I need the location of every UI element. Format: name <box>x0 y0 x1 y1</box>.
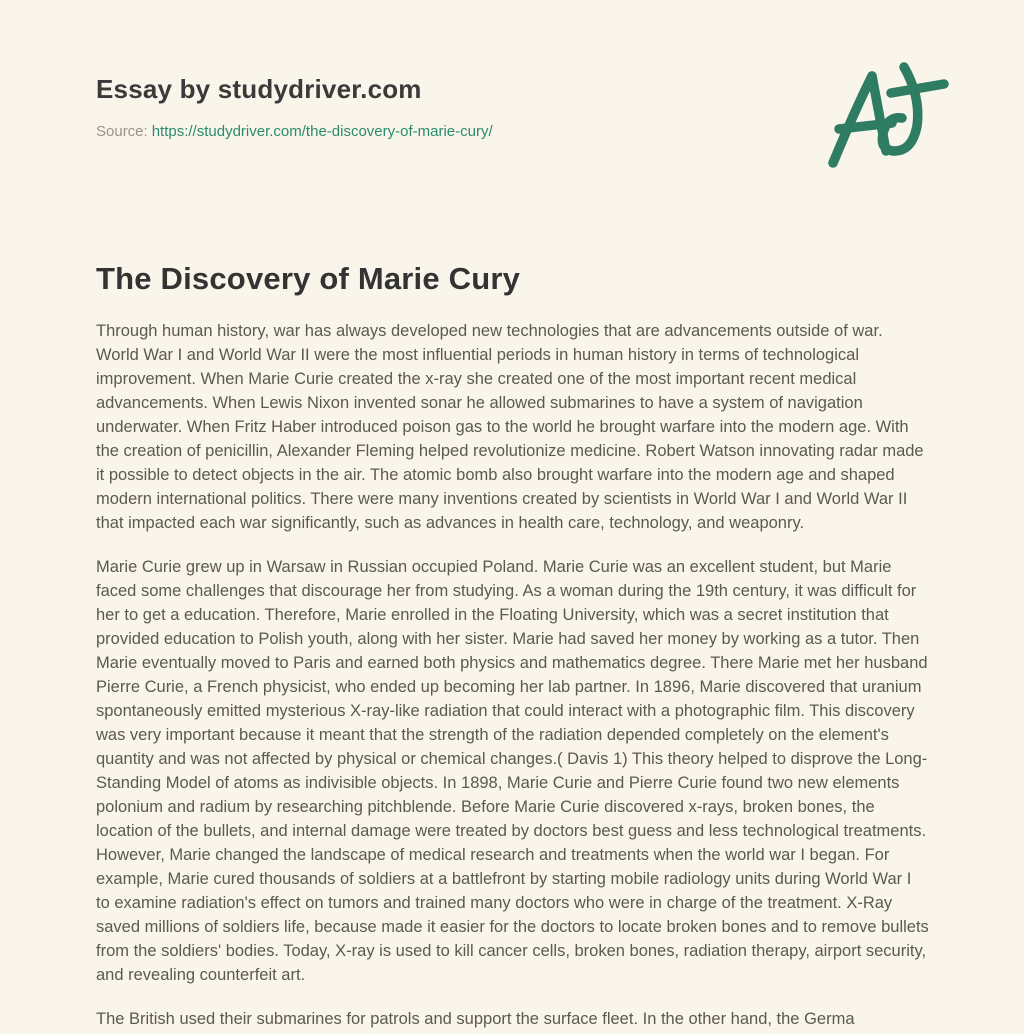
article-title: The Discovery of Marie Cury <box>96 261 521 296</box>
article-paragraph: Marie Curie grew up in Warsaw in Russian occupied Poland. Marie Curie was an excellent student, but Marie faced some challenges that discourage her from studying. As a woman during the 19th century, it was difficult for her to get a education. Therefore, Marie enrolled in the Floating University, which was a secret institution that provided education to Polish youth, along with her sister. Marie had saved her money by working as a tutor. Then Marie eventually moved to Paris and earned both physics and mathematics degree. There Marie met her husband Pierre Curie, a French physicist, who ended up becoming her lab partner. In 1896, Marie discovered that uranium spontaneously emitted mysterious X-ray-like radiation that could interact with a photographic film. This discovery was very important because it meant that the strength of the radiation depended completely on the element's quantity and was not affected by physical or chemical changes.( Davis 1) This theory helped to disprove the Long-Standing Model of atoms as indivisible objects. In 1898, Marie Curie and Pierre Curie found two new elements polonium and radium by researching pitchblende. Before Marie Curie discovered x-rays, broken bones, the location of the bullets, and internal damage were treated by doctors best guess and less technological treatments. However, Marie changed the landscape of medical research and treatments when the world war I began. For example, Marie cured thousands of soldiers at a battlefront by starting mobile radiology units during World War I to examine radiation's effect on tumors and trained many doctors who were in charge of the treatment. X-Ray saved millions of soldiers life, because made it easier for the doctors to locate broken bones and to remove bullets from the soldiers' bodies. Today, X-ray is used to kill cancer cells, broken bones, radiation therapy, airport security, and revealing counterfeit art. <box>96 558 929 984</box>
source-link[interactable]: https://studydriver.com/the-discovery-of-marie-cury/ <box>151 123 493 140</box>
article-body <box>96 319 929 1031</box>
page-title: Essay by studydriver.com <box>96 74 422 104</box>
source-line <box>96 122 929 141</box>
essay-content <box>96 0 929 1031</box>
source-label: Source: <box>96 123 148 140</box>
article-paragraph: The British used their submarines for patrols and support the surface fleet. In the other hand, the Germa <box>96 1010 855 1028</box>
article-paragraph: Through human history, war has always developed new technologies that are advancements outside of war. World War I and World War II were the most influential periods in human history in terms of technological improvement. When Marie Curie created the x-ray she created one of the most important recent medical advancements. When Lewis Nixon invented sonar he allowed submarines to have a system of navigation underwater. When Fritz Haber introduced poison gas to the world he brought warfare into the modern age. With the creation of penicillin, Alexander Fleming helped revolutionize medicine. Robert Watson innovating radar made it possible to detect objects in the air. The atomic bomb also brought warfare into the modern age and shaped modern international politics. There were many inventions created by scientists in World War I and World War II that impacted each war significantly, such as advances in health care, technology, and weaponry. <box>96 322 924 532</box>
